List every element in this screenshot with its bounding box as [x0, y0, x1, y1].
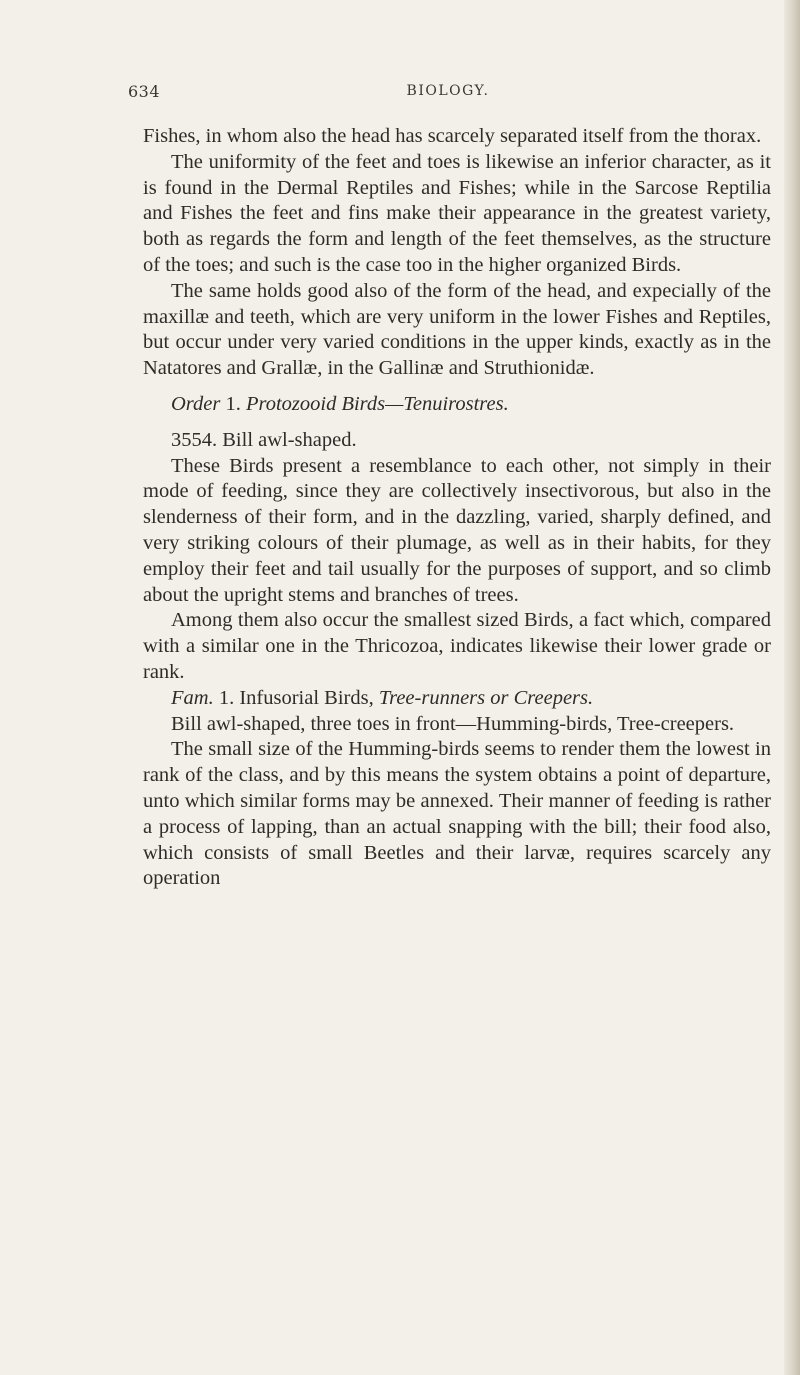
order-number: 1.	[220, 392, 246, 415]
family-heading	[143, 686, 771, 712]
family-number: 1. Infusorial Birds,	[213, 686, 379, 709]
paragraph-resemblance: These Birds present a resemblance to each other, not simply in their mode of feeding, since they are collectively insectivorous, but also in the slenderness of their form, and in the dazzling, varied, sharply defined, and very striking colours of their plumage, as well as in their habits, for they employ their feet and tail usually for the purposes of support, and so climb about the upright stems and branches of trees.	[143, 454, 771, 606]
section-number: 3554. Bill awl-shaped.	[171, 428, 357, 451]
order-label: Order	[171, 392, 221, 415]
paragraph-smallest: Among them also occur the smallest sized Birds, a fact which, compared with a similar one in the Thricozoa, indicates likewise their lower grade or rank.	[143, 609, 771, 683]
page-number: 634	[128, 82, 161, 101]
family-label: Fam.	[171, 686, 214, 709]
running-head	[128, 82, 768, 106]
paragraph-uniformity: The uniformity of the feet and toes is likewise an inferior character, as it is found in the Dermal Reptiles and Fishes; while in the Sarcose Reptilia and Fishes the feet and fins make their appearance in the greatest variety, both as regards the form and length of the feet themselves, as the structure of the toes; and such is the case too in the higher organized Birds.	[143, 150, 771, 276]
paragraph-continued: Fishes, in whom also the head has scarcely separated itself from the thorax.	[143, 125, 762, 147]
page-edge-shadow	[784, 0, 800, 1375]
order-heading	[143, 392, 771, 418]
family-description: Bill awl-shaped, three toes in front—Humming-birds, Tree-creepers.	[171, 712, 735, 735]
body-text	[143, 124, 771, 892]
running-title: BIOLOGY.	[406, 83, 490, 99]
paragraph-head-form: The same holds good also of the form of the head, and expecially of the maxillæ and teeth, which are very uniform in the lower Fishes and Reptiles, but occur under very varied conditions in the upper kinds, exactly as in the Natatores and Grallæ, in the Gallinæ and Struthionidæ.	[143, 279, 771, 380]
family-title: Tree-runners or Creepers.	[378, 686, 594, 709]
order-title: Protozooid Birds—Tenuirostres.	[245, 392, 509, 415]
paragraph-humming-birds: The small size of the Humming-birds seems to render them the lowest in rank of the class, and by this means the system obtains a point of departure, unto which similar forms may be annexed. Their manner of feeding is rather a process of lapping, than an actual snapping with the bill; their food also, which consists of small Beetles and their larvæ, requires scarcely any operation	[143, 738, 771, 890]
